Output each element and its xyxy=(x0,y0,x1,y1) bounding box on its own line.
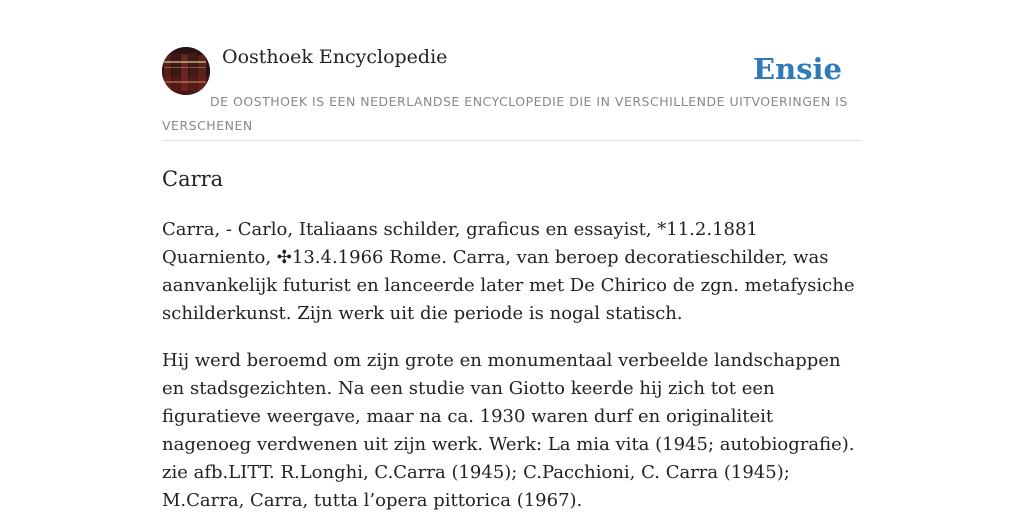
article xyxy=(162,164,864,512)
site-tagline: DE OOSTHOEK IS EEN NEDERLANDSE ENCYCLOPEDIE DIE IN VERSCHILLENDE UITVOERINGEN IS VERSCHENEN xyxy=(162,94,848,133)
site-title-link[interactable]: Oosthoek Encyclopedie xyxy=(222,46,448,68)
ensie-brand-logo[interactable]: Ensie xyxy=(753,52,842,86)
book-spines-icon xyxy=(162,47,210,95)
article-title: Carra xyxy=(162,167,224,191)
article-paragraph: Carra, - Carlo, Italiaans schilder, graficus en essayist, *11.2.1881 Quarniento, ✣13.4.1966 Rome. Carra, van beroep decoratieschilder, was aanvankelijk futurist en lanceerde later met De Chirico de zgn. metafysiche schilderkunst. Zijn werk uit die periode is nogal statisch. xyxy=(162,219,855,324)
site-header xyxy=(162,46,862,141)
article-paragraph: Hij werd beroemd om zijn grote en monumentaal verbeelde landschappen en stadsgezichten. Na een studie van Giotto keerde hij zich tot een figuratieve weergave, maar na ca. 1930 waren durf en originaliteit nagenoeg verdwenen uit zijn werk. Werk: La mia vita (1945; autobiografie). zie afb.LITT. R.Longhi, C.Carra (1945); C.Pacchioni, C. Carra (1945); M.Carra, Carra, tutta l’opera pittorica (1967). xyxy=(162,350,855,511)
encyclopedia-avatar[interactable] xyxy=(162,47,210,95)
